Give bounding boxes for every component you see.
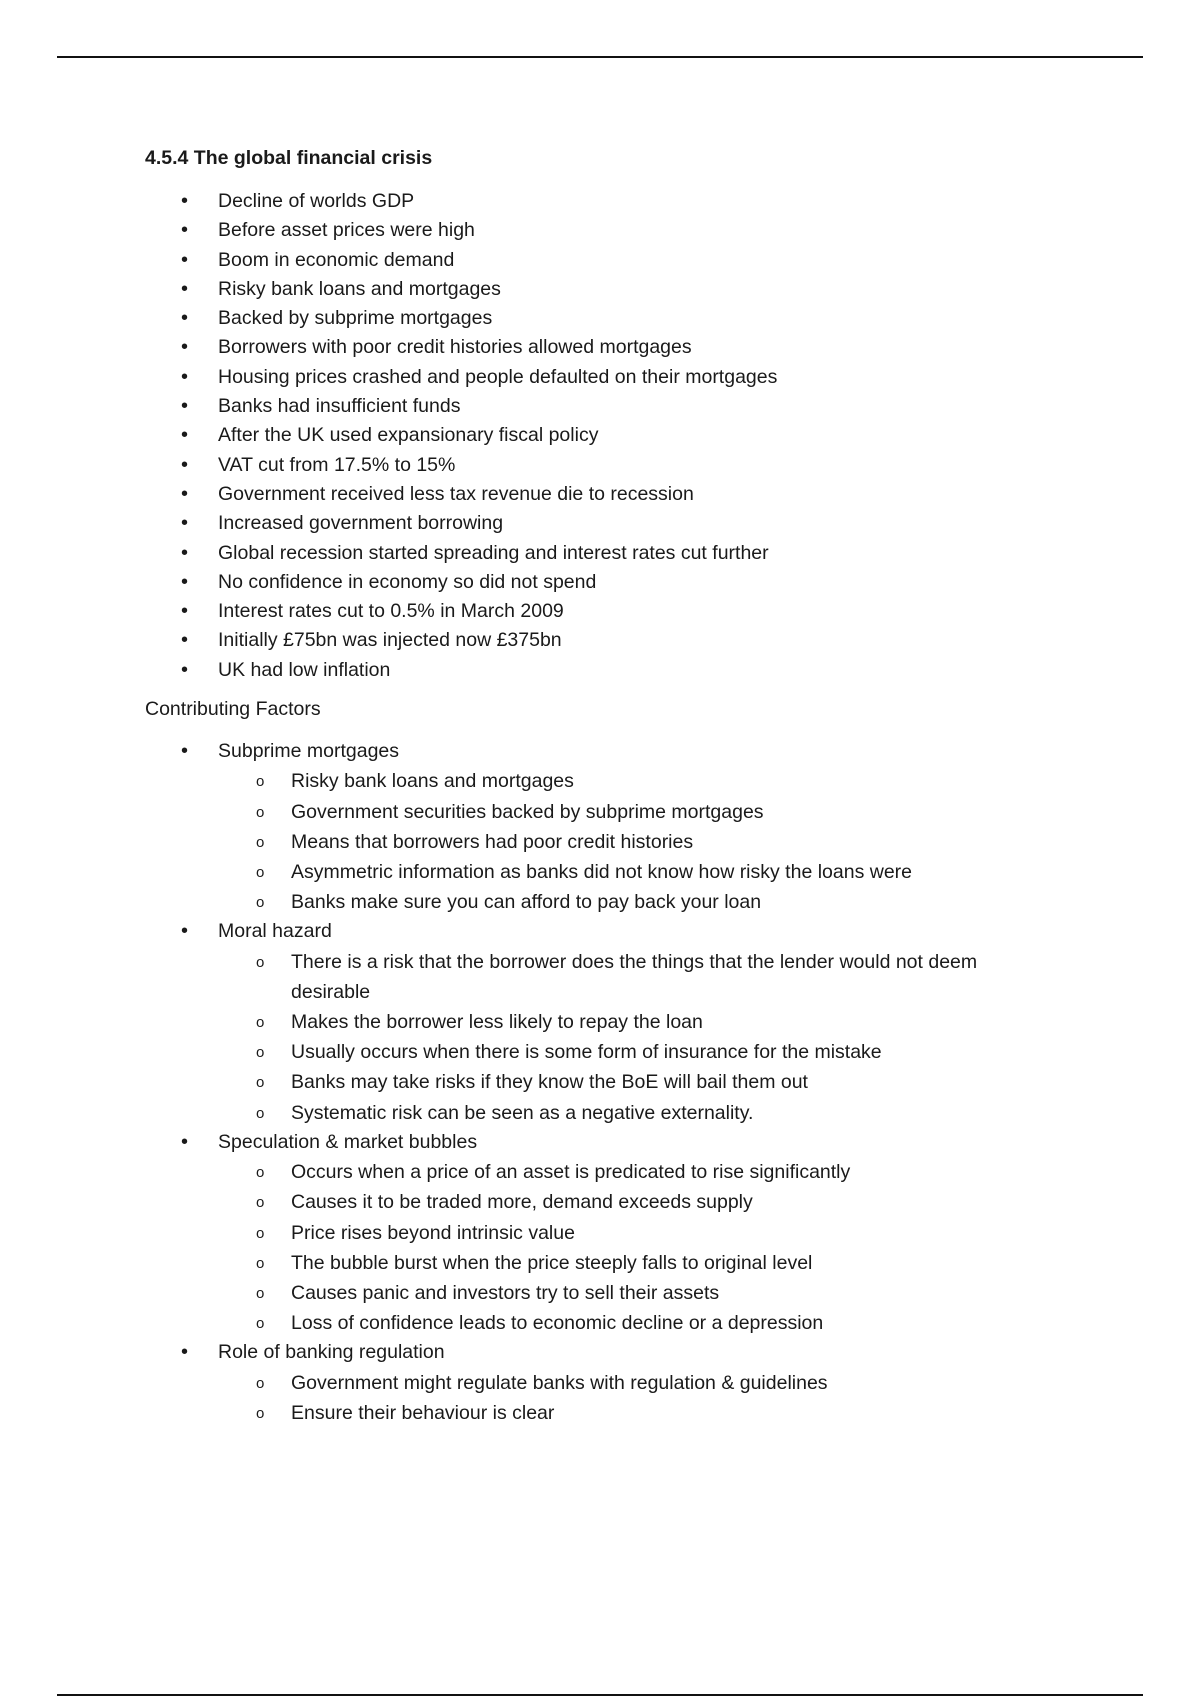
footer-rule	[57, 1694, 1143, 1696]
factor-item	[145, 737, 1045, 917]
header-rule	[57, 56, 1143, 58]
sub-list-item: o Systematic risk can be seen as a negative externality.	[145, 1098, 1045, 1128]
list-item: • Risky bank loans and mortgages	[145, 275, 1045, 304]
document-body	[145, 144, 1045, 1428]
list-item: • Global recession started spreading and interest rates cut further	[145, 539, 1045, 568]
contributing-factors-label: Contributing Factors	[145, 698, 321, 721]
factor-title: Subprime mortgages	[218, 740, 400, 763]
main-points-list	[145, 187, 1045, 685]
list-item: • UK had low inflation	[145, 656, 1045, 685]
sub-list-item: o There is a risk that the borrower does the things that the lender would not deem desirable	[145, 947, 1045, 1007]
sub-list-item: o Causes it to be traded more, demand exceeds supply	[145, 1187, 1045, 1217]
factor-points	[145, 1157, 1045, 1338]
list-item: • No confidence in economy so did not spend	[145, 568, 1045, 597]
sub-list-item: o Makes the borrower less likely to repay the loan	[145, 1007, 1045, 1037]
list-item: • Increased government borrowing	[145, 509, 1045, 538]
factor-title: Role of banking regulation	[218, 1341, 445, 1364]
sub-list-item: o Banks may take risks if they know the BoE will bail them out	[145, 1067, 1045, 1097]
factor-item	[145, 917, 1045, 1128]
list-item: • Banks had insufficient funds	[145, 392, 1045, 421]
factor-item	[145, 1128, 1045, 1339]
factor-title: Speculation & market bubbles	[218, 1130, 478, 1153]
list-item: • After the UK used expansionary fiscal policy	[145, 421, 1045, 450]
sub-list-item: o Government securities backed by subprime mortgages	[145, 797, 1045, 827]
list-item: • Boom in economic demand	[145, 246, 1045, 275]
factor-points	[145, 1368, 1045, 1428]
sub-list-item: o Price rises beyond intrinsic value	[145, 1218, 1045, 1248]
sub-list-item: o Means that borrowers had poor credit histories	[145, 827, 1045, 857]
list-item: • Housing prices crashed and people defaulted on their mortgages	[145, 363, 1045, 392]
sub-list-item: o Risky bank loans and mortgages	[145, 766, 1045, 796]
sub-list-item: o Loss of confidence leads to economic decline or a depression	[145, 1308, 1045, 1338]
factor-title: Moral hazard	[218, 920, 332, 943]
list-item: • Decline of worlds GDP	[145, 187, 1045, 216]
factor-points	[145, 766, 1045, 917]
list-item: • Interest rates cut to 0.5% in March 2009	[145, 597, 1045, 626]
sub-list-item: o Government might regulate banks with regulation & guidelines	[145, 1368, 1045, 1398]
sub-list-item: o Causes panic and investors try to sell their assets	[145, 1278, 1045, 1308]
sub-list-item: o Ensure their behaviour is clear	[145, 1398, 1045, 1428]
list-item: • Government received less tax revenue die to recession	[145, 480, 1045, 509]
factor-points	[145, 947, 1045, 1128]
sub-list-item: o Banks make sure you can afford to pay back your loan	[145, 887, 1045, 917]
sub-list-item: o Occurs when a price of an asset is predicated to rise significantly	[145, 1157, 1045, 1187]
sub-list-item: o Asymmetric information as banks did not know how risky the loans were	[145, 857, 1045, 887]
list-item: • Backed by subprime mortgages	[145, 304, 1045, 333]
sub-list-item: o The bubble burst when the price steeply falls to original level	[145, 1248, 1045, 1278]
section-heading: 4.5.4 The global financial crisis	[145, 147, 433, 169]
list-item: • Borrowers with poor credit histories allowed mortgages	[145, 333, 1045, 362]
sub-list-item: o Usually occurs when there is some form of insurance for the mistake	[145, 1037, 1045, 1067]
list-item: • Before asset prices were high	[145, 216, 1045, 245]
factor-item	[145, 1338, 1045, 1428]
list-item: • VAT cut from 17.5% to 15%	[145, 451, 1045, 480]
factors-list	[145, 737, 1045, 1428]
list-item: • Initially £75bn was injected now £375bn	[145, 626, 1045, 655]
